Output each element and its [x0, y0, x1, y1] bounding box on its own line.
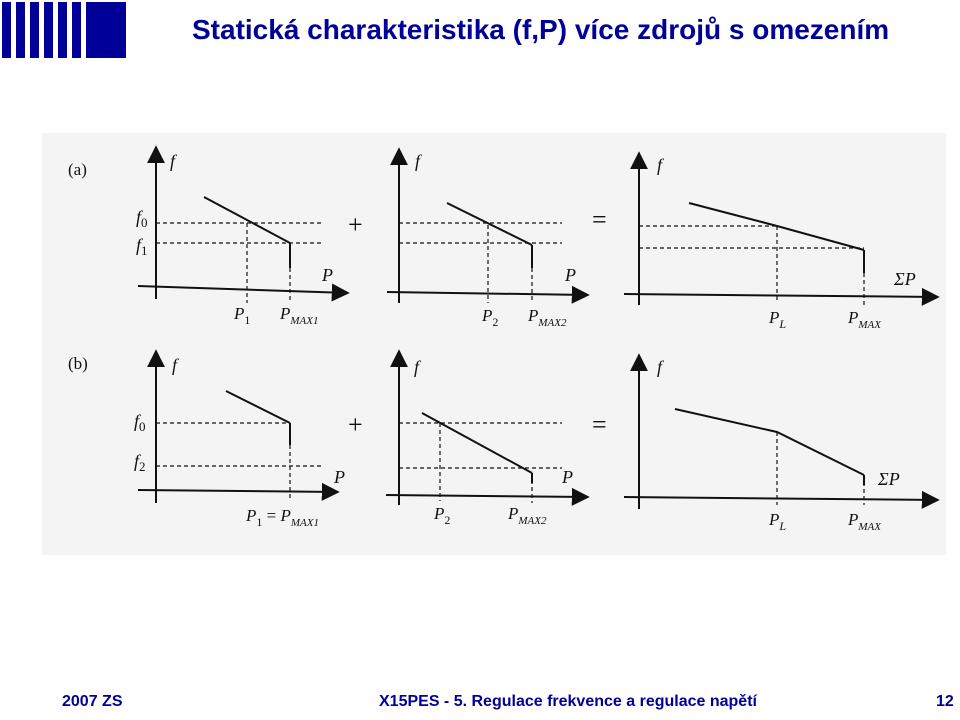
plus-sign-a: +	[348, 210, 363, 239]
equals-sign-a: =	[592, 205, 607, 234]
f1-label: $f_1$	[136, 235, 148, 258]
p-axis	[138, 490, 338, 492]
panel-b1	[134, 351, 345, 529]
footer-course: X15PES - 5. Regulace frekvence a regulace napětí	[379, 693, 757, 710]
footer-year: 2007 ZS	[62, 693, 123, 710]
row-b-tag: (b)	[68, 354, 88, 373]
pmax-label: $P_{MAX}$	[848, 308, 881, 331]
panel-a2	[387, 149, 588, 329]
panel-a3	[624, 153, 938, 331]
panel-b2	[386, 351, 588, 527]
footer-page-number: 12	[936, 693, 954, 710]
p2-label: $P_2$	[482, 306, 499, 329]
characteristic-line	[422, 413, 532, 473]
p-axis	[386, 495, 588, 497]
sum-p-axis-label: ΣP	[878, 469, 900, 489]
sum-p-axis	[624, 294, 938, 297]
p1-label: $P_1$	[234, 304, 251, 327]
pmax1-label: $P_{MAX1}$	[280, 304, 319, 327]
characteristics-diagram	[42, 133, 946, 555]
plus-sign-b: +	[348, 410, 363, 439]
p2-label: $P_2$	[434, 504, 451, 527]
pmax2-label: $P_{MAX2}$	[508, 504, 547, 527]
pmax-label: $P_{MAX}$	[848, 510, 881, 533]
p1-equals-pmax1-label: $P_1 = P_{MAX1}$	[246, 506, 319, 529]
characteristics-figure	[42, 133, 946, 555]
p-axis-label: P	[334, 467, 345, 487]
f0-label: $f_0$	[134, 411, 146, 434]
characteristic-line	[204, 197, 290, 243]
f-axis-label: f	[657, 155, 663, 175]
p-axis-label: P	[565, 265, 576, 285]
f-axis-label: f	[657, 357, 663, 377]
pl-label: $P_L$	[769, 510, 787, 533]
university-logo	[0, 0, 130, 62]
panel-b3	[624, 355, 938, 533]
panel-a1	[136, 147, 348, 327]
slide-title: Statická charakteristika (f,P) více zdrojů s omezením	[192, 14, 890, 45]
f2-label: $f_2$	[134, 451, 146, 474]
characteristic-line	[226, 391, 290, 423]
f0-label: $f_0$	[136, 207, 148, 230]
p-axis-label: P	[562, 467, 573, 487]
f-axis-label: f	[172, 355, 178, 375]
f-axis-label: f	[414, 357, 420, 377]
p-axis-label: P	[322, 265, 333, 285]
characteristic-line	[447, 203, 532, 245]
sum-p-axis-label: ΣP	[894, 269, 916, 289]
sum-p-axis	[624, 497, 938, 500]
pmax2-label: $P_{MAX2}$	[528, 306, 567, 329]
equals-sign-b: =	[592, 410, 607, 439]
p-axis	[138, 286, 348, 293]
p-axis	[387, 292, 588, 295]
f-axis-label: f	[415, 151, 421, 171]
row-a-tag: (a)	[68, 160, 87, 179]
f-axis-label: f	[170, 151, 176, 171]
pl-label: $P_L$	[769, 308, 787, 331]
aggregate-characteristic	[675, 409, 864, 475]
